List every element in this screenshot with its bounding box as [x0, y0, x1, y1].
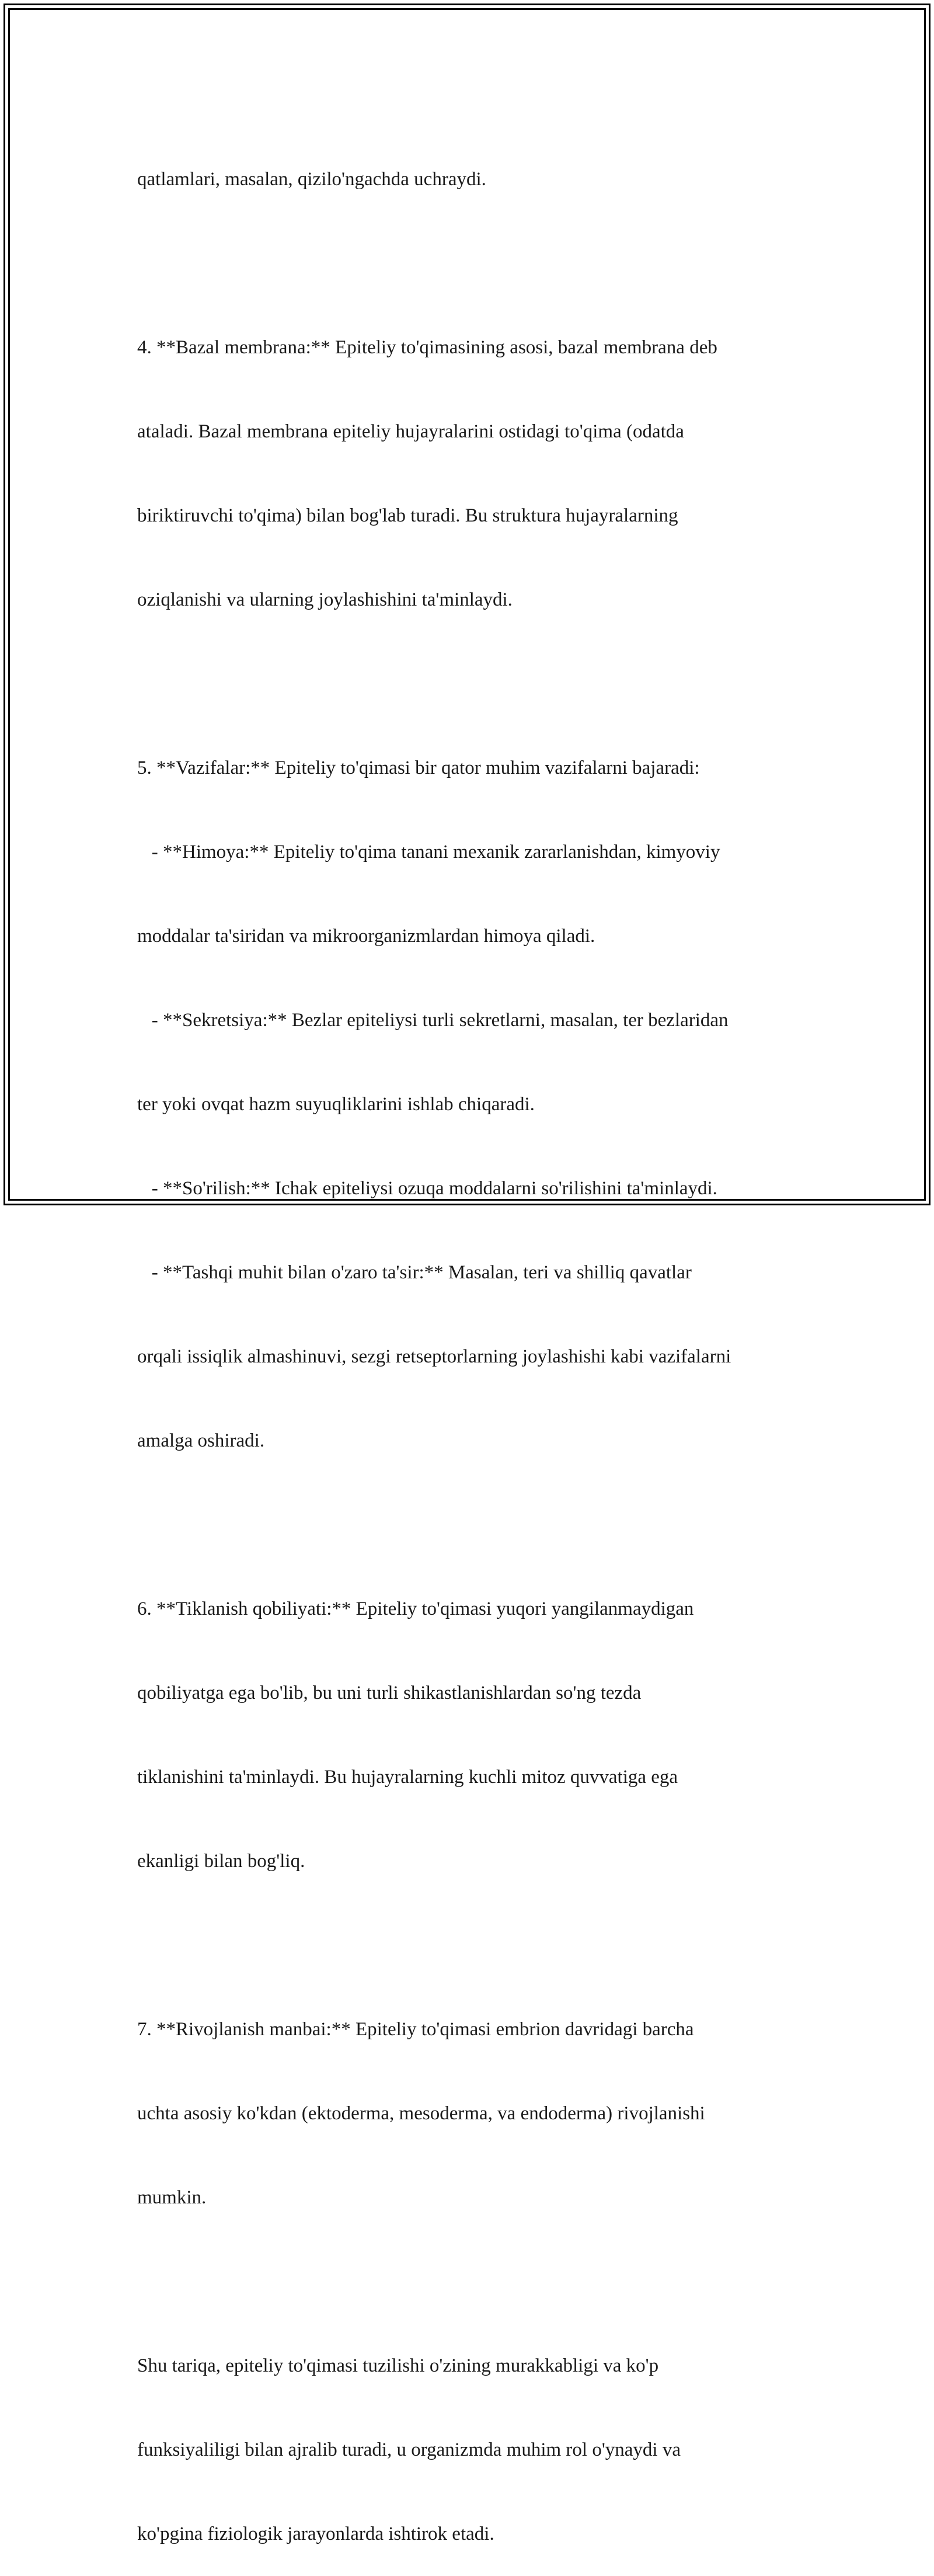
- blank-line: [137, 249, 814, 277]
- text-line: - **Himoya:** Epiteliy to'qima tanani mexanik zararlanishdan, kimyoviy: [137, 842, 720, 863]
- text-line: orqali issiqlik almashinuvi, sezgi retseptorlarning joylashishi kabi vazifalarni: [137, 1346, 731, 1367]
- text-line: ko'pgina fiziologik jarayonlarda ishtirok etadi.: [137, 2523, 494, 2544]
- text-line: tiklanishini ta'minlaydi. Bu hujayralarning kuchli mitoz quvvatiga ega: [137, 1767, 678, 1788]
- text-line: 7. **Rivojlanish manbai:** Epiteliy to'qimasi embrion davridagi barcha: [137, 2019, 694, 2040]
- text-line: biriktiruvchi to'qima) bilan bog'lab turadi. Bu struktura hujayralarning: [137, 505, 678, 526]
- blank-line: [137, 1931, 814, 1959]
- text-line: - **So'rilish:** Ichak epiteliysi ozuqa moddalarni so'rilishini ta'minlaydi.: [137, 1178, 717, 1199]
- text-line: 4. **Bazal membrana:** Epiteliy to'qimasining asosi, bazal membrana deb: [137, 337, 717, 358]
- document-body: [137, 109, 814, 2576]
- blank-line: [137, 670, 814, 698]
- text-line: qatlamlari, masalan, qizilo'ngachda uchraydi.: [137, 169, 486, 190]
- text-line: qobiliyatga ega bo'lib, bu uni turli shikastlanishlardan so'ng tezda: [137, 1682, 642, 1704]
- text-line: mumkin.: [137, 2187, 207, 2208]
- text-line: oziqlanishi va ularning joylashishini ta'minlaydi.: [137, 589, 513, 610]
- text-line: uchta asosiy ko'kdan (ektoderma, mesoderma, va endoderma) rivojlanishi: [137, 2103, 705, 2124]
- text-line: 5. **Vazifalar:** Epiteliy to'qimasi bir qator muhim vazifalarni bajaradi:: [137, 757, 700, 778]
- blank-line: [137, 1511, 814, 1539]
- text-line: - **Tashqi muhit bilan o'zaro ta'sir:** Masalan, teri va shilliq qavatlar: [137, 1262, 692, 1283]
- text-line: Shu tariqa, epiteliy to'qimasi tuzilishi o'zining murakkabligi va ko'p: [137, 2355, 659, 2376]
- text-line: ekanligi bilan bog'liq.: [137, 1851, 305, 1872]
- text-line: - **Sekretsiya:** Bezlar epiteliysi turli sekretlarni, masalan, ter bezlaridan: [137, 1010, 729, 1031]
- text-line: ataladi. Bazal membrana epiteliy hujayralarini ostidagi to'qima (odatda: [137, 421, 684, 442]
- blank-line: [137, 2268, 814, 2296]
- text-line: amalga oshiradi.: [137, 1430, 265, 1451]
- text-line: funksiyaliligi bilan ajralib turadi, u organizmda muhim rol o'ynaydi va: [137, 2439, 681, 2460]
- text-line: moddalar ta'siridan va mikroorganizmlardan himoya qiladi.: [137, 926, 595, 947]
- text-line: 6. **Tiklanish qobiliyati:** Epiteliy to'qimasi yuqori yangilanmaydigan: [137, 1598, 694, 1619]
- text-line: ter yoki ovqat hazm suyuqliklarini ishlab chiqaradi.: [137, 1094, 535, 1115]
